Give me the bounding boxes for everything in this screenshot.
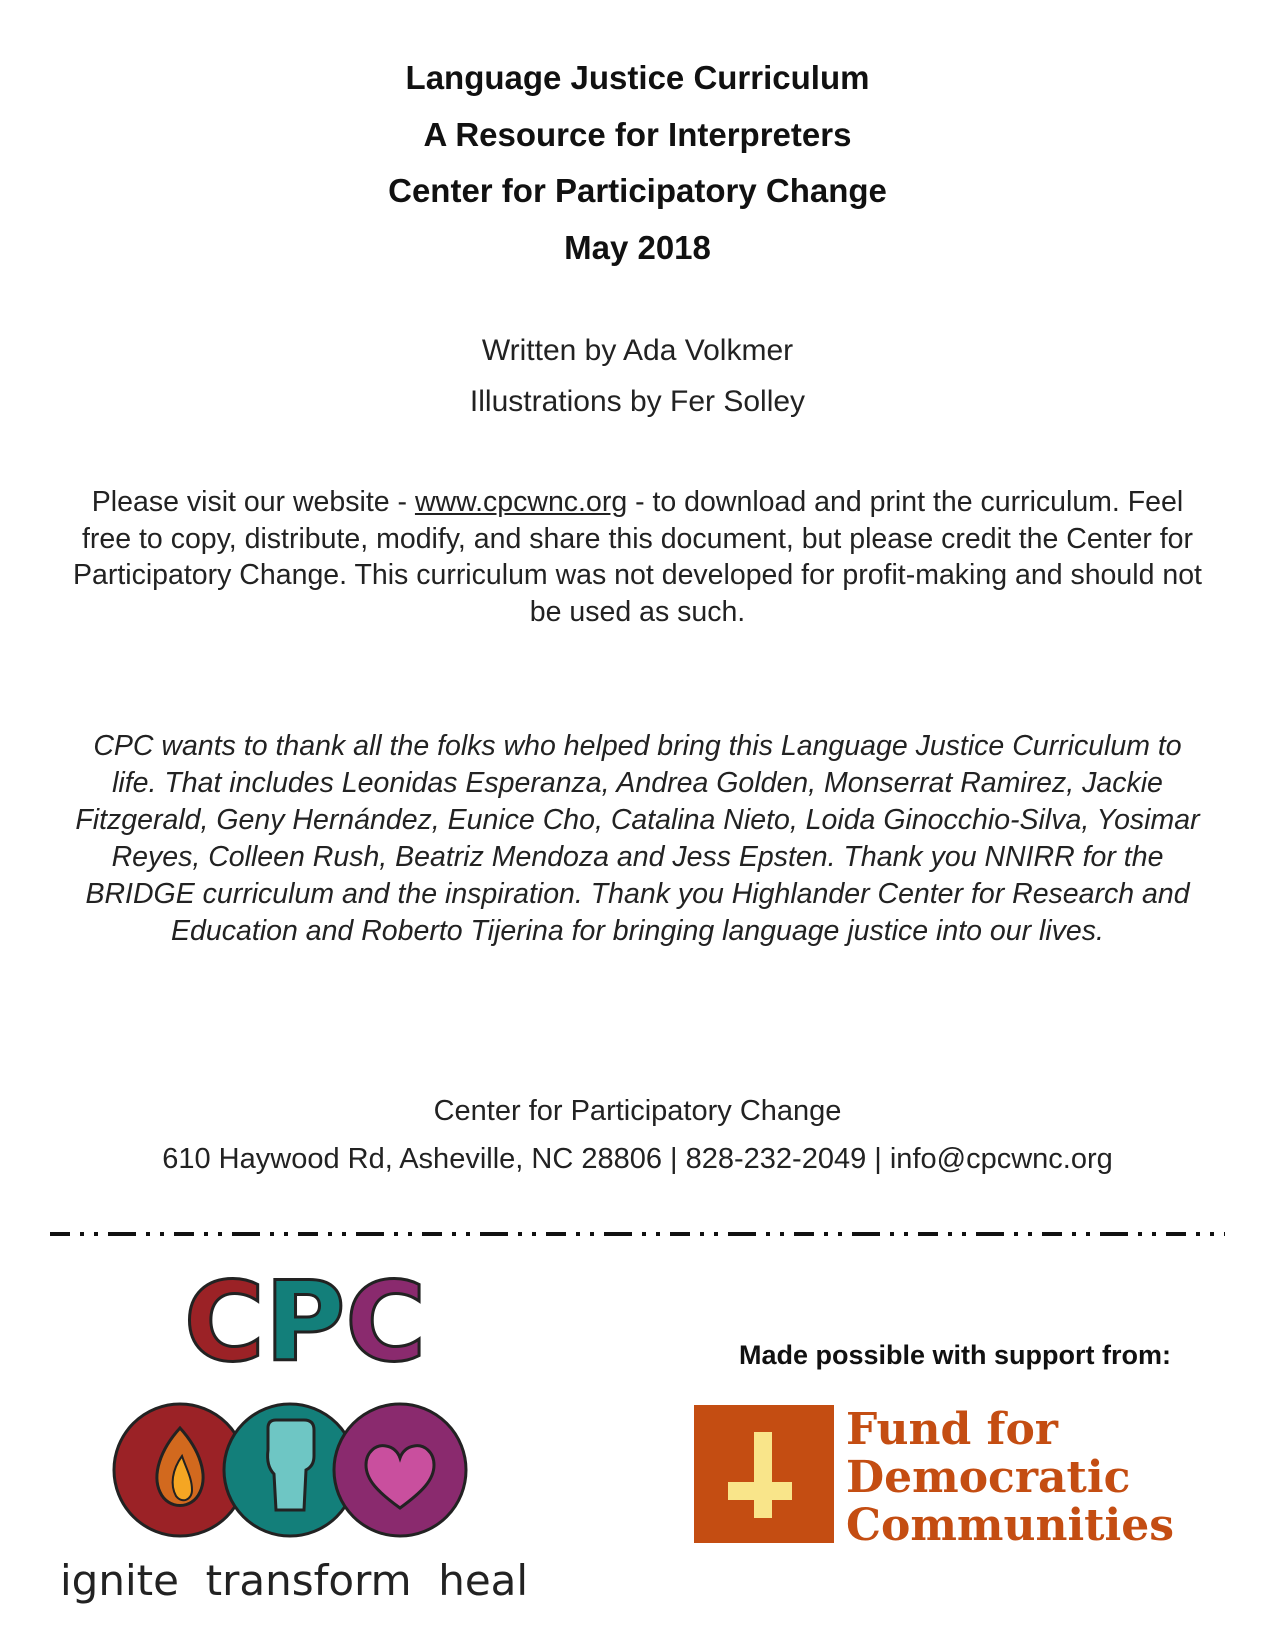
notice-before-link: Please visit our website -: [91, 486, 415, 518]
fdc-name-line-1: Fund for: [846, 1404, 1058, 1455]
support-label: Made possible with support from:: [738, 1340, 1171, 1370]
title-line-3: Center for Participatory Change: [388, 172, 887, 209]
fdc-name-line-2: Democratic: [846, 1452, 1131, 1503]
usage-notice: [70, 484, 1205, 630]
cpc-letters: CPC: [183, 1270, 427, 1386]
address-org: Center for Participatory Change: [433, 1095, 842, 1127]
title-line-2: A Resource for Interpreters: [423, 115, 852, 153]
title-block: [0, 50, 1275, 276]
title-line-1: Language Justice Curriculum: [405, 59, 870, 96]
dashed-divider: [50, 1230, 1225, 1238]
acknowledgements: CPC wants to thank all the folks who helped bring this Language Justice Curriculum to life. That includes Leonidas Esperanza, Andrea Golden, Monserrat Ramirez, Jackie Fitzgerald, Geny Hernández, Eunice Cho, Catalina Nieto, Loida Ginocchio-Silva, Yosimar Reyes, Colleen Rush, Beatriz Mendoza and Jess Epsten. Thank you NNIRR for the BRIDGE curriculum and the inspiration. Thank you Highlander Center for Research and Education and Roberto Tijerina for bringing language justice into our lives.: [75, 730, 1200, 947]
illustrations-by: Illustrations by Fer Solley: [469, 385, 806, 418]
cpc-logo: [60, 1270, 560, 1610]
written-by: Written by Ada Volkmer: [481, 334, 794, 367]
address-contact: 610 Haywood Rd, Asheville, NC 28806 | 828-232-2049 | info@cpcwnc.org: [162, 1143, 1113, 1175]
title-line-4: May 2018: [564, 228, 711, 266]
cpc-tagline: ignite transform heal: [60, 1556, 529, 1605]
website-link[interactable]: www.cpcwnc.org: [414, 486, 628, 518]
fdc-logo: [694, 1400, 1214, 1550]
credits-block: [0, 325, 1275, 427]
address-block: [0, 1087, 1275, 1183]
fdc-name-line-3: Communities: [846, 1500, 1174, 1550]
notice-after-link: - to download and print the curriculum. Feel free to copy, distribute, modify, and share this document, but please credit the Center for Participatory Change. This curriculum was not developed for profit-making and should not be used as such.: [73, 486, 1202, 628]
